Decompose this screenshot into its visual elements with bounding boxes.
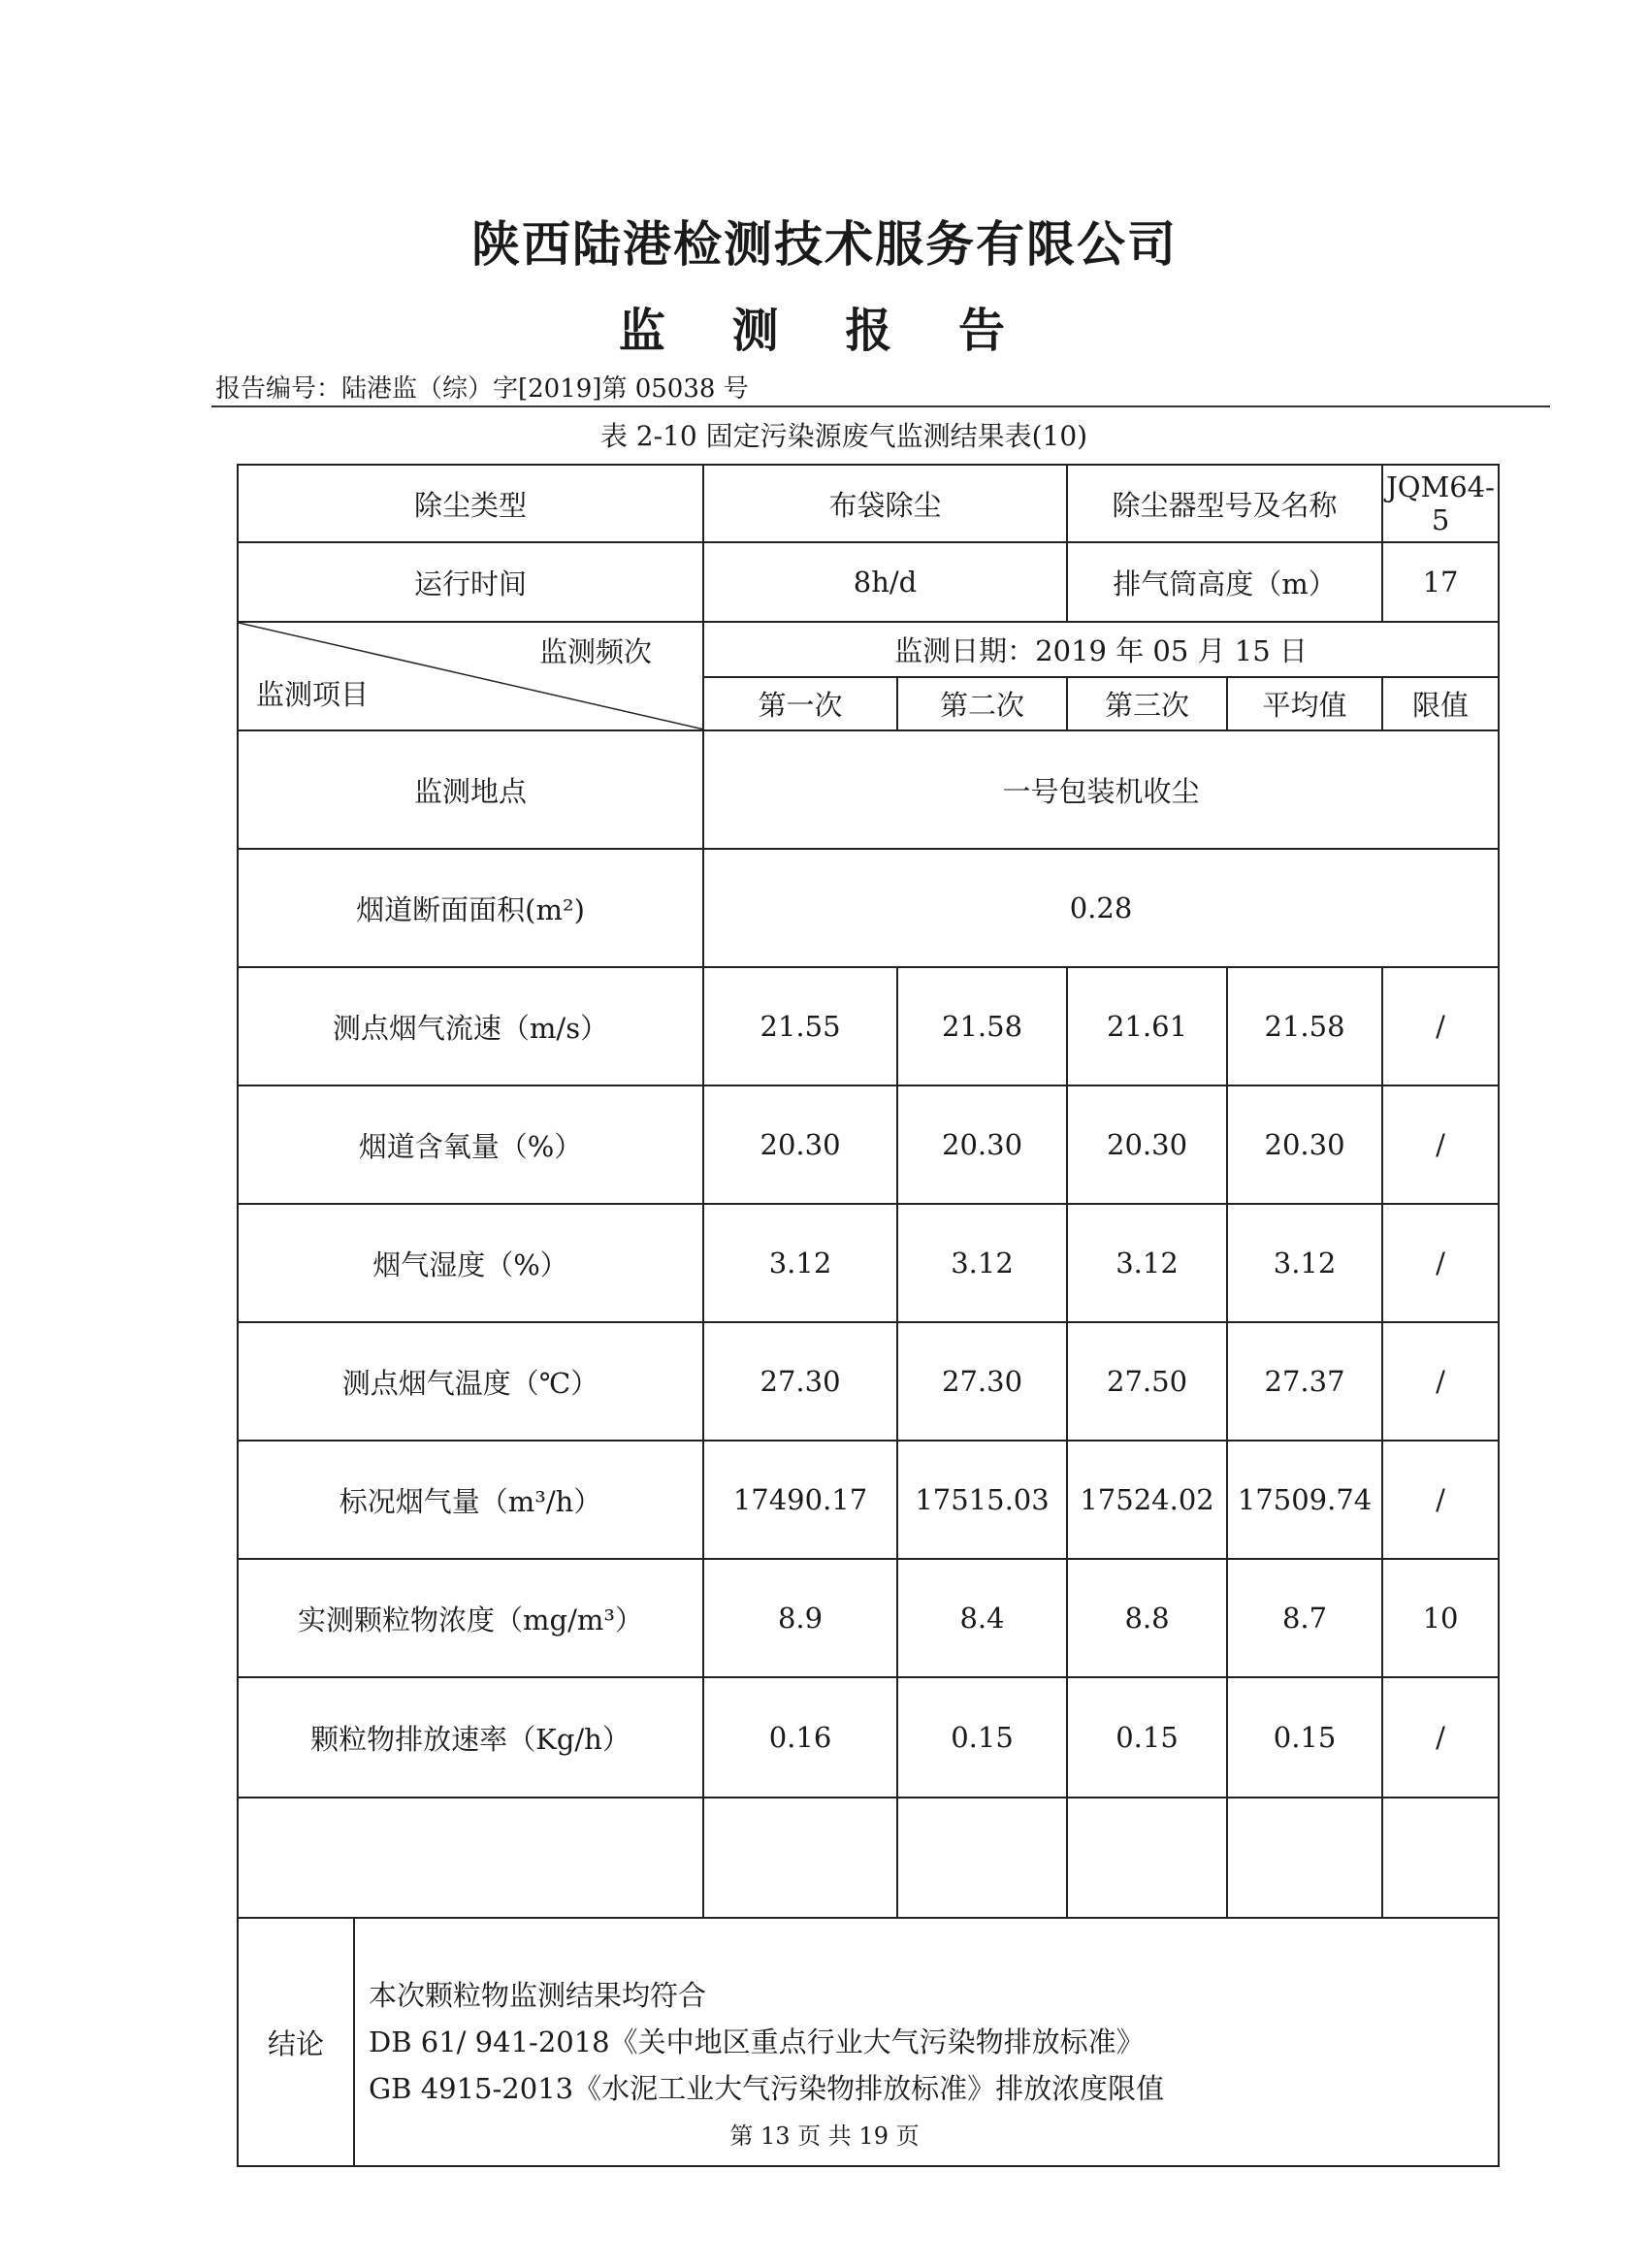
cell-limit: / [1382,1677,1499,1798]
header-row-date [238,622,1499,677]
cell-limit: 10 [1382,1559,1499,1677]
area-label: 烟道断面面积(m²) [238,849,703,967]
row-label: 烟道含氧量（%） [238,1085,703,1204]
row-label: 标况烟气量（m³/h） [238,1441,703,1559]
report-number: 报告编号：陆港监（综）字[2019]第 05038 号 [215,374,749,404]
runtime-label: 运行时间 [238,542,703,622]
cell-value: 0.15 [1227,1677,1382,1798]
cell-value: 20.30 [1067,1085,1227,1204]
cell-value [1067,1798,1227,1918]
cell-value: 27.37 [1227,1322,1382,1441]
column-header: 平均值 [1227,677,1382,730]
monitoring-results-table [237,464,1500,2167]
table-row [238,1677,1499,1798]
table-row [238,1559,1499,1677]
location-label: 监测地点 [238,730,703,849]
location-row [238,730,1499,849]
cell-value [703,1798,897,1918]
cell-value: 27.30 [703,1322,897,1441]
cell-value: 8.8 [1067,1559,1227,1677]
stack-height-label: 排气筒高度（m） [1067,542,1382,622]
company-name: 陕西陆港检测技术服务有限公司 [471,215,1178,273]
cell-value: 21.58 [897,967,1067,1085]
header-rule [211,405,1550,407]
report-title: 监 测 报 告 [618,304,1031,358]
cell-limit: / [1382,967,1499,1085]
item-label: 监测项目 [256,678,370,711]
cell-value: 3.12 [703,1204,897,1322]
column-header: 限值 [1382,677,1499,730]
model-value: JQM64-5 [1382,465,1499,542]
cell-limit: / [1382,1441,1499,1559]
diagonal-header-cell [238,622,703,730]
row-label: 烟气湿度（%） [238,1204,703,1322]
cell-value [897,1798,1067,1918]
cell-value: 3.12 [1227,1204,1382,1322]
column-header: 第二次 [897,677,1067,730]
cell-value: 21.55 [703,967,897,1085]
info-row-dust [238,465,1499,542]
area-value: 0.28 [703,849,1499,967]
row-label: 实测颗粒物浓度（mg/m³） [238,1559,703,1677]
cell-value: 20.30 [1227,1085,1382,1204]
monitoring-date: 监测日期：2019 年 05 月 15 日 [703,622,1499,677]
cell-value: 27.50 [1067,1322,1227,1441]
cell-value: 0.16 [703,1677,897,1798]
model-label: 除尘器型号及名称 [1067,465,1382,542]
cell-value: 8.7 [1227,1559,1382,1677]
cell-value: 20.30 [897,1085,1067,1204]
frequency-label: 监测频次 [539,635,653,668]
cell-limit: / [1382,1322,1499,1441]
cell-value: 0.15 [1067,1677,1227,1798]
cell-value: 8.4 [897,1559,1067,1677]
cell-value: 3.12 [1067,1204,1227,1322]
area-row [238,849,1499,967]
cell-limit [1382,1798,1499,1918]
table-row [238,1085,1499,1204]
cell-value: 3.12 [897,1204,1067,1322]
stack-height-value: 17 [1382,542,1499,622]
cell-value: 0.15 [897,1677,1067,1798]
cell-limit: / [1382,1204,1499,1322]
cell-value: 27.30 [897,1322,1067,1441]
cell-value: 17524.02 [1067,1441,1227,1559]
runtime-value: 8h/d [703,542,1067,622]
cell-value: 21.61 [1067,967,1227,1085]
page-number: 第 13 页 共 19 页 [729,2122,920,2150]
table-row [238,1204,1499,1322]
conclusion-label: 结论 [238,1918,354,2166]
dust-type-label: 除尘类型 [238,465,703,542]
cell-value: 17515.03 [897,1441,1067,1559]
cell-value [1227,1798,1382,1918]
location-value: 一号包装机收尘 [703,730,1499,849]
row-label: 测点烟气温度（℃） [238,1322,703,1441]
cell-limit: / [1382,1085,1499,1204]
table-row [238,1441,1499,1559]
cell-value: 17490.17 [703,1441,897,1559]
table-row [238,1322,1499,1441]
column-header: 第一次 [703,677,897,730]
info-row-runtime [238,542,1499,622]
dust-type-value: 布袋除尘 [703,465,1067,542]
cell-value: 8.9 [703,1559,897,1677]
row-label: 颗粒物排放速率（Kg/h） [238,1677,703,1798]
cell-value: 17509.74 [1227,1441,1382,1559]
conclusion-line: GB 4915-2013《水泥工业大气污染物排放标准》排放浓度限值 [369,2072,1165,2105]
table-title: 表 2-10 固定污染源废气监测结果表(10) [599,420,1088,452]
cell-value: 21.58 [1227,967,1382,1085]
column-header: 第三次 [1067,677,1227,730]
table-row [238,967,1499,1085]
row-label: 测点烟气流速（m/s） [238,967,703,1085]
cell-value: 20.30 [703,1085,897,1204]
conclusion-line: DB 61/ 941-2018《关中地区重点行业大气污染物排放标准》 [369,2025,1145,2058]
conclusion-line: 本次颗粒物监测结果均符合 [369,1979,707,2012]
table-row [238,1798,1499,1918]
row-label [238,1798,703,1918]
